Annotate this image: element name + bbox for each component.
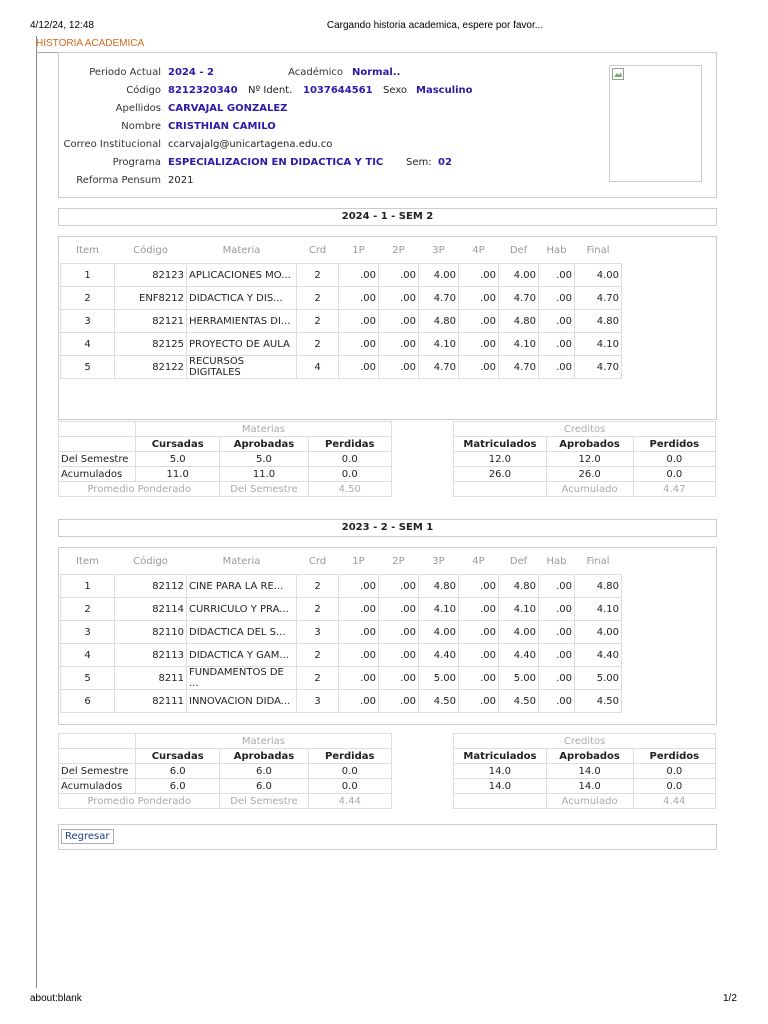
table-row bbox=[61, 667, 622, 690]
summary-cell: Matriculados bbox=[454, 749, 546, 764]
column-header: Hab bbox=[546, 555, 567, 567]
summary-average-row bbox=[59, 794, 716, 809]
table-row bbox=[61, 310, 622, 333]
summary-cell bbox=[391, 437, 453, 452]
grades-table bbox=[60, 237, 622, 379]
column-header: Hab bbox=[546, 244, 567, 256]
table-cell: 2 bbox=[297, 310, 339, 333]
periodo-value: 2024 - 2 bbox=[168, 67, 214, 78]
sem-label: Sem: bbox=[406, 157, 432, 168]
table-row bbox=[61, 356, 622, 379]
column-header: Def bbox=[509, 244, 528, 256]
table-cell: 4.80 bbox=[419, 310, 459, 333]
column-header: 4P bbox=[472, 555, 485, 567]
table-cell: DIDACTICA Y GAM... bbox=[187, 644, 297, 667]
nombre-value: CRISTHIAN CAMILO bbox=[168, 121, 276, 132]
summary-cell: Perdidos bbox=[633, 749, 715, 764]
table-cell: 2 bbox=[297, 667, 339, 690]
table-cell: 4.80 bbox=[499, 310, 539, 333]
table-cell: 2 bbox=[297, 598, 339, 621]
summary-average-row bbox=[59, 482, 716, 497]
table-cell: DIDACTICA DEL S... bbox=[187, 621, 297, 644]
column-header: Materia bbox=[222, 555, 261, 567]
column-header: 1P bbox=[352, 555, 365, 567]
summary-table bbox=[58, 421, 716, 497]
summary-cell: 0.0 bbox=[633, 467, 715, 482]
summary-cell: Del Semestre bbox=[59, 764, 136, 779]
summary-cell: Matriculados bbox=[454, 437, 546, 452]
table-cell: 82121 bbox=[115, 310, 187, 333]
table-cell: 3 bbox=[297, 621, 339, 644]
summary-cell: 4.50 bbox=[308, 482, 391, 497]
column-header: Final bbox=[586, 244, 610, 256]
table-cell: .00 bbox=[459, 644, 499, 667]
table-row bbox=[61, 287, 622, 310]
summary-cell: 14.0 bbox=[454, 764, 546, 779]
materias-header: Materias bbox=[135, 422, 391, 437]
summary-cell: 14.0 bbox=[546, 764, 633, 779]
table-cell: .00 bbox=[539, 287, 575, 310]
table-cell: .00 bbox=[379, 598, 419, 621]
table-cell: .00 bbox=[339, 575, 379, 598]
summary-cell: 0.0 bbox=[308, 452, 391, 467]
summary-cell: 0.0 bbox=[308, 764, 391, 779]
table-cell: 4.70 bbox=[575, 356, 622, 379]
table-cell: .00 bbox=[339, 356, 379, 379]
summary-cell bbox=[59, 422, 136, 437]
table-cell: 3 bbox=[61, 310, 115, 333]
table-cell: 4.80 bbox=[499, 575, 539, 598]
table-row bbox=[61, 598, 622, 621]
correo-label: Correo Institucional bbox=[63, 139, 161, 150]
table-cell: 4.80 bbox=[575, 575, 622, 598]
table-cell: 4.80 bbox=[419, 575, 459, 598]
print-page-title: Cargando historia academica, espere por favor... bbox=[326, 20, 544, 31]
summary-cell bbox=[391, 734, 453, 749]
table-cell: .00 bbox=[539, 621, 575, 644]
summary-cell bbox=[59, 734, 136, 749]
table-cell: .00 bbox=[459, 333, 499, 356]
semester-title-bar bbox=[58, 208, 717, 226]
summary-cell: 4.44 bbox=[633, 794, 715, 809]
column-header: Materia bbox=[222, 244, 261, 256]
table-cell: 5.00 bbox=[499, 667, 539, 690]
semester-title: 2024 - 1 - SEM 2 bbox=[341, 211, 434, 222]
column-header: 2P bbox=[392, 244, 405, 256]
table-cell: APLICACIONES MO... bbox=[187, 264, 297, 287]
summary-cell: Aprobadas bbox=[220, 437, 308, 452]
table-cell: .00 bbox=[539, 690, 575, 713]
summary-cell: 4.47 bbox=[633, 482, 715, 497]
creditos-header: Creditos bbox=[454, 422, 716, 437]
summary-cell: 0.0 bbox=[633, 452, 715, 467]
summary-cell bbox=[391, 779, 453, 794]
table-cell: .00 bbox=[339, 333, 379, 356]
summary-header-row bbox=[59, 437, 716, 452]
summary-cell bbox=[391, 749, 453, 764]
table-cell: 5 bbox=[61, 356, 115, 379]
programa-label: Programa bbox=[112, 157, 161, 168]
reforma-label: Reforma Pensum bbox=[76, 175, 161, 186]
sem-value: 02 bbox=[438, 157, 452, 168]
summary-cell: 6.0 bbox=[220, 764, 308, 779]
table-row bbox=[61, 264, 622, 287]
table-cell: 4.10 bbox=[575, 333, 622, 356]
section-header bbox=[36, 38, 717, 53]
table-cell: 2 bbox=[297, 333, 339, 356]
summary-cell: Acumulados bbox=[59, 467, 136, 482]
table-cell: 4.70 bbox=[419, 287, 459, 310]
actions-panel bbox=[58, 824, 717, 850]
table-cell: 8211 bbox=[115, 667, 187, 690]
summary-cell: Aprobados bbox=[546, 749, 633, 764]
table-cell: 1 bbox=[61, 264, 115, 287]
summary-cell bbox=[454, 794, 546, 809]
summary-cell: Perdidos bbox=[633, 437, 715, 452]
table-cell: 4.70 bbox=[499, 356, 539, 379]
summary-header-row bbox=[59, 749, 716, 764]
table-cell: .00 bbox=[339, 264, 379, 287]
summary-cell: Promedio Ponderado bbox=[59, 482, 220, 497]
reforma-value: 2021 bbox=[168, 175, 194, 186]
semester-title-bar bbox=[58, 519, 717, 537]
table-cell: .00 bbox=[459, 598, 499, 621]
table-cell: 4.10 bbox=[419, 598, 459, 621]
summary-semester-row bbox=[59, 764, 716, 779]
student-photo bbox=[609, 65, 702, 182]
table-cell: 4.10 bbox=[419, 333, 459, 356]
summary-cell: Aprobados bbox=[546, 437, 633, 452]
column-header: 1P bbox=[352, 244, 365, 256]
table-cell: FUNDAMENTOS DE ... bbox=[187, 667, 297, 690]
summary-cell bbox=[391, 467, 453, 482]
summary-cell: 11.0 bbox=[135, 467, 219, 482]
table-cell: 2 bbox=[61, 287, 115, 310]
ident-value: 1037644561 bbox=[303, 85, 373, 96]
column-header: 3P bbox=[432, 244, 445, 256]
summary-cell: 12.0 bbox=[454, 452, 546, 467]
table-cell: .00 bbox=[459, 310, 499, 333]
table-row bbox=[61, 575, 622, 598]
summary-cell: 6.0 bbox=[135, 779, 219, 794]
table-cell: 2 bbox=[297, 264, 339, 287]
summary-cell: Cursadas bbox=[135, 437, 219, 452]
table-cell: .00 bbox=[459, 356, 499, 379]
summary-cell bbox=[391, 794, 453, 809]
table-cell: 82110 bbox=[115, 621, 187, 644]
grades-header-row bbox=[61, 548, 622, 575]
table-cell: 4.70 bbox=[499, 287, 539, 310]
table-cell: 82112 bbox=[115, 575, 187, 598]
column-header: Código bbox=[133, 555, 168, 567]
summary-accumulated-row bbox=[59, 467, 716, 482]
codigo-label: Código bbox=[126, 85, 161, 96]
table-cell: 4.70 bbox=[575, 287, 622, 310]
table-cell: 4.50 bbox=[499, 690, 539, 713]
summary-cell bbox=[59, 749, 136, 764]
correo-value: ccarvajalg@unicartagena.edu.co bbox=[168, 139, 333, 150]
table-cell: 4.40 bbox=[419, 644, 459, 667]
table-cell: DIDACTICA Y DIS... bbox=[187, 287, 297, 310]
table-cell: .00 bbox=[379, 310, 419, 333]
table-cell: .00 bbox=[459, 690, 499, 713]
table-cell: .00 bbox=[539, 333, 575, 356]
regresar-button[interactable]: Regresar bbox=[61, 829, 114, 844]
table-cell: 5 bbox=[61, 667, 115, 690]
table-cell: .00 bbox=[379, 667, 419, 690]
table-row bbox=[61, 690, 622, 713]
summary-cell: 11.0 bbox=[220, 467, 308, 482]
table-cell: .00 bbox=[539, 310, 575, 333]
summary-cell: 26.0 bbox=[454, 467, 546, 482]
table-cell: .00 bbox=[539, 575, 575, 598]
column-header: Código bbox=[133, 244, 168, 256]
print-datetime: 4/12/24, 12:48 bbox=[30, 20, 94, 31]
table-cell: 2 bbox=[297, 575, 339, 598]
summary-table bbox=[58, 733, 716, 809]
table-cell: .00 bbox=[379, 575, 419, 598]
table-cell: 4.50 bbox=[575, 690, 622, 713]
table-cell: 2 bbox=[297, 287, 339, 310]
table-cell: 4.00 bbox=[419, 264, 459, 287]
summary-cell: Perdidas bbox=[308, 437, 391, 452]
table-cell: 4.40 bbox=[575, 644, 622, 667]
ident-label: Nº Ident. bbox=[248, 85, 293, 96]
column-header: Item bbox=[76, 244, 99, 256]
summary-cell: Acumulado bbox=[546, 794, 633, 809]
table-cell: 4 bbox=[61, 333, 115, 356]
table-cell: 82114 bbox=[115, 598, 187, 621]
table-cell: 82111 bbox=[115, 690, 187, 713]
table-cell: 4.10 bbox=[499, 598, 539, 621]
table-cell: CURRICULO Y PRA... bbox=[187, 598, 297, 621]
materias-header: Materias bbox=[135, 734, 391, 749]
table-cell: 4.10 bbox=[575, 598, 622, 621]
summary-cell: 6.0 bbox=[220, 779, 308, 794]
table-cell: 4.10 bbox=[499, 333, 539, 356]
broken-image-icon bbox=[612, 68, 624, 80]
column-header: Final bbox=[586, 555, 610, 567]
summary-group-row bbox=[59, 734, 716, 749]
table-cell: 4.00 bbox=[575, 264, 622, 287]
table-cell: 4.40 bbox=[499, 644, 539, 667]
table-row bbox=[61, 644, 622, 667]
grades-table bbox=[60, 548, 622, 713]
nombre-label: Nombre bbox=[121, 121, 161, 132]
table-cell: 3 bbox=[297, 690, 339, 713]
table-cell: .00 bbox=[539, 667, 575, 690]
column-header: Def bbox=[509, 555, 528, 567]
table-cell: PROYECTO DE AULA bbox=[187, 333, 297, 356]
table-cell: 82123 bbox=[115, 264, 187, 287]
summary-cell: 6.0 bbox=[135, 764, 219, 779]
table-cell: .00 bbox=[459, 667, 499, 690]
summary-cell: 0.0 bbox=[633, 779, 715, 794]
table-cell: 4.70 bbox=[419, 356, 459, 379]
table-cell: .00 bbox=[539, 264, 575, 287]
table-cell: INNOVACION DIDA... bbox=[187, 690, 297, 713]
table-cell: .00 bbox=[339, 667, 379, 690]
summary-group-row bbox=[59, 422, 716, 437]
summary-cell: Aprobadas bbox=[220, 749, 308, 764]
table-cell: ENF8212 bbox=[115, 287, 187, 310]
table-cell: .00 bbox=[539, 356, 575, 379]
table-cell: 6 bbox=[61, 690, 115, 713]
summary-cell: 26.0 bbox=[546, 467, 633, 482]
summary-cell: Promedio Ponderado bbox=[59, 794, 220, 809]
left-border-line bbox=[36, 36, 37, 988]
table-cell: .00 bbox=[379, 333, 419, 356]
summary-cell: 0.0 bbox=[308, 779, 391, 794]
summary-cell: 14.0 bbox=[454, 779, 546, 794]
table-cell: .00 bbox=[379, 356, 419, 379]
table-cell: .00 bbox=[339, 598, 379, 621]
table-cell: 4.80 bbox=[575, 310, 622, 333]
table-cell: 3 bbox=[61, 621, 115, 644]
summary-cell: 0.0 bbox=[308, 467, 391, 482]
summary-cell: Del Semestre bbox=[220, 794, 308, 809]
summary-cell: 4.44 bbox=[308, 794, 391, 809]
summary-semester-row bbox=[59, 452, 716, 467]
column-header: Crd bbox=[308, 555, 327, 567]
table-cell: .00 bbox=[459, 264, 499, 287]
table-cell: .00 bbox=[379, 690, 419, 713]
summary-cell bbox=[391, 452, 453, 467]
summary-cell: 5.0 bbox=[135, 452, 219, 467]
student-info-panel bbox=[58, 52, 717, 198]
column-header: 2P bbox=[392, 555, 405, 567]
semester-title: 2023 - 2 - SEM 1 bbox=[341, 522, 434, 533]
table-cell: .00 bbox=[339, 287, 379, 310]
summary-accumulated-row bbox=[59, 779, 716, 794]
summary-cell: Del Semestre bbox=[59, 452, 136, 467]
table-row bbox=[61, 333, 622, 356]
grades-header-row bbox=[61, 237, 622, 264]
summary-cell: Acumulados bbox=[59, 779, 136, 794]
column-header: 3P bbox=[432, 555, 445, 567]
summary-cell: 14.0 bbox=[546, 779, 633, 794]
table-cell: RECURSOS DIGITALES bbox=[187, 356, 297, 379]
table-cell: 4.00 bbox=[419, 621, 459, 644]
table-cell: 4 bbox=[297, 356, 339, 379]
summary-cell bbox=[391, 764, 453, 779]
column-header: Crd bbox=[308, 244, 327, 256]
summary-cell bbox=[59, 437, 136, 452]
table-cell: .00 bbox=[379, 287, 419, 310]
table-cell: 82125 bbox=[115, 333, 187, 356]
table-cell: .00 bbox=[459, 575, 499, 598]
summary-cell bbox=[391, 422, 453, 437]
table-cell: HERRAMIENTAS DI... bbox=[187, 310, 297, 333]
table-cell: 82113 bbox=[115, 644, 187, 667]
creditos-header: Creditos bbox=[454, 734, 716, 749]
summary-cell: Cursadas bbox=[135, 749, 219, 764]
table-cell: .00 bbox=[539, 598, 575, 621]
table-cell: .00 bbox=[379, 264, 419, 287]
apellidos-value: CARVAJAL GONZALEZ bbox=[168, 103, 288, 114]
periodo-label: Periodo Actual bbox=[89, 67, 161, 78]
table-cell: .00 bbox=[339, 644, 379, 667]
table-cell: .00 bbox=[339, 621, 379, 644]
sexo-value: Masculino bbox=[416, 85, 473, 96]
table-cell: 4.00 bbox=[575, 621, 622, 644]
summary-cell: 0.0 bbox=[633, 764, 715, 779]
table-cell: .00 bbox=[459, 287, 499, 310]
sexo-label: Sexo bbox=[383, 85, 408, 96]
section-title: HISTORIA ACADEMICA bbox=[36, 38, 145, 49]
table-cell: 4.00 bbox=[499, 264, 539, 287]
summary-cell bbox=[454, 482, 546, 497]
summary-cell: Acumulado bbox=[546, 482, 633, 497]
summary-cell bbox=[391, 482, 453, 497]
column-header: Item bbox=[76, 555, 99, 567]
print-footer-url: about:blank bbox=[30, 993, 82, 1004]
summary-cell: 5.0 bbox=[220, 452, 308, 467]
print-page-number: 1/2 bbox=[723, 993, 737, 1004]
table-cell: .00 bbox=[539, 644, 575, 667]
summary-cell: Perdidas bbox=[308, 749, 391, 764]
table-cell: 4.50 bbox=[419, 690, 459, 713]
table-cell: 2 bbox=[297, 644, 339, 667]
table-cell: .00 bbox=[379, 621, 419, 644]
table-cell: 1 bbox=[61, 575, 115, 598]
academico-value: Normal.. bbox=[352, 67, 401, 78]
table-cell: 4 bbox=[61, 644, 115, 667]
table-cell: 5.00 bbox=[575, 667, 622, 690]
table-cell: .00 bbox=[339, 690, 379, 713]
programa-value: ESPECIALIZACION EN DIDACTICA Y TIC bbox=[168, 157, 384, 168]
apellidos-label: Apellidos bbox=[115, 103, 161, 114]
table-cell: CINE PARA LA RE... bbox=[187, 575, 297, 598]
table-cell: .00 bbox=[339, 310, 379, 333]
table-cell: 2 bbox=[61, 598, 115, 621]
table-row bbox=[61, 621, 622, 644]
summary-cell: 12.0 bbox=[546, 452, 633, 467]
table-cell: 82122 bbox=[115, 356, 187, 379]
column-header: 4P bbox=[472, 244, 485, 256]
table-cell: .00 bbox=[379, 644, 419, 667]
codigo-value: 8212320340 bbox=[168, 85, 238, 96]
table-cell: .00 bbox=[459, 621, 499, 644]
table-cell: 4.00 bbox=[499, 621, 539, 644]
table-cell: 5.00 bbox=[419, 667, 459, 690]
academico-label: Académico bbox=[288, 67, 343, 78]
summary-cell: Del Semestre bbox=[220, 482, 308, 497]
